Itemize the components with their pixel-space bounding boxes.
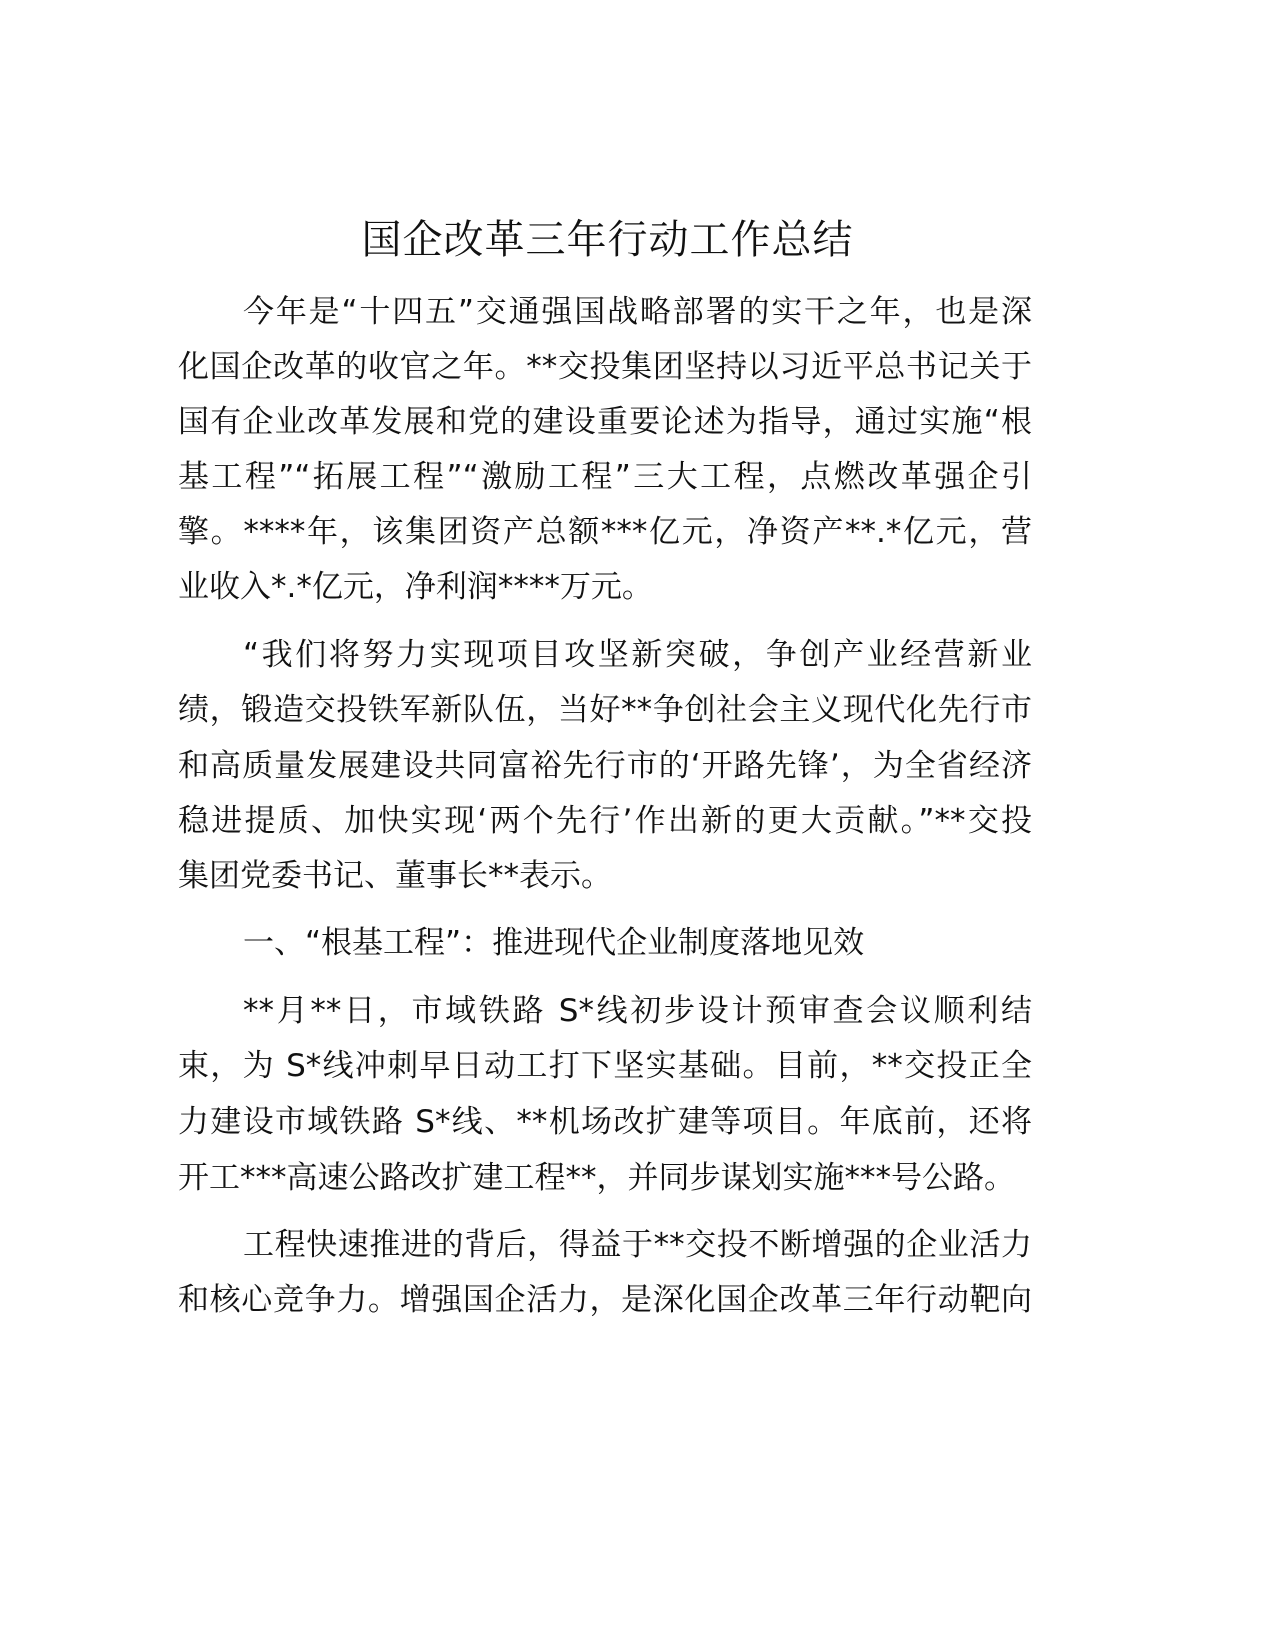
text-line: 绩，锻造交投铁军新队伍，当好**争创社会主义现代化先行市 — [178, 692, 1032, 728]
text-line: “我们将努力实现项目攻坚新突破，争创产业经营新业 — [243, 637, 1032, 673]
text-line: 化国企改革的收官之年。**交投集团坚持以习近平总书记关于 — [178, 349, 1032, 385]
text-line: 束，为 S*线冲刺早日动工打下坚实基础。目前，**交投正全 — [178, 1048, 1032, 1084]
text-line: 开工***高速公路改扩建工程**，并同步谋划实施***号公路。 — [178, 1160, 1015, 1196]
text-line: 力建设市域铁路 S*线、**机场改扩建等项目。年底前，还将 — [178, 1104, 1032, 1140]
text-line: 业收入*.*亿元，净利润****万元。 — [178, 569, 653, 605]
document-title: 国企改革三年行动工作总结 — [361, 217, 854, 263]
text-line: 国有企业改革发展和党的建设重要论述为指导，通过实施“根 — [178, 404, 1032, 440]
text-line: 擎。****年，该集团资产总额***亿元，净资产**.*亿元，营 — [178, 514, 1032, 550]
text-line: 一、“根基工程”：推进现代企业制度落地见效 — [243, 925, 865, 961]
text-line: 工程快速推进的背后，得益于**交投不断增强的企业活力 — [243, 1227, 1032, 1263]
text-line: 基工程”“拓展工程”“激励工程”三大工程，点燃改革强企引 — [178, 459, 1032, 495]
text-line: 今年是“十四五”交通强国战略部署的实干之年，也是深 — [243, 294, 1032, 330]
text-line: 稳进提质、加快实现‘两个先行’作出新的更大贡献。”**交投 — [178, 803, 1032, 839]
text-line: **月**日，市域铁路 S*线初步设计预审查会议顺利结 — [243, 993, 1032, 1029]
text-line: 集团党委书记、董事长**表示。 — [178, 858, 612, 894]
text-line: 和核心竞争力。增强国企活力，是深化国企改革三年行动靶向 — [178, 1282, 1032, 1318]
text-line: 和高质量发展建设共同富裕先行市的‘开路先锋’，为全省经济 — [178, 748, 1032, 784]
